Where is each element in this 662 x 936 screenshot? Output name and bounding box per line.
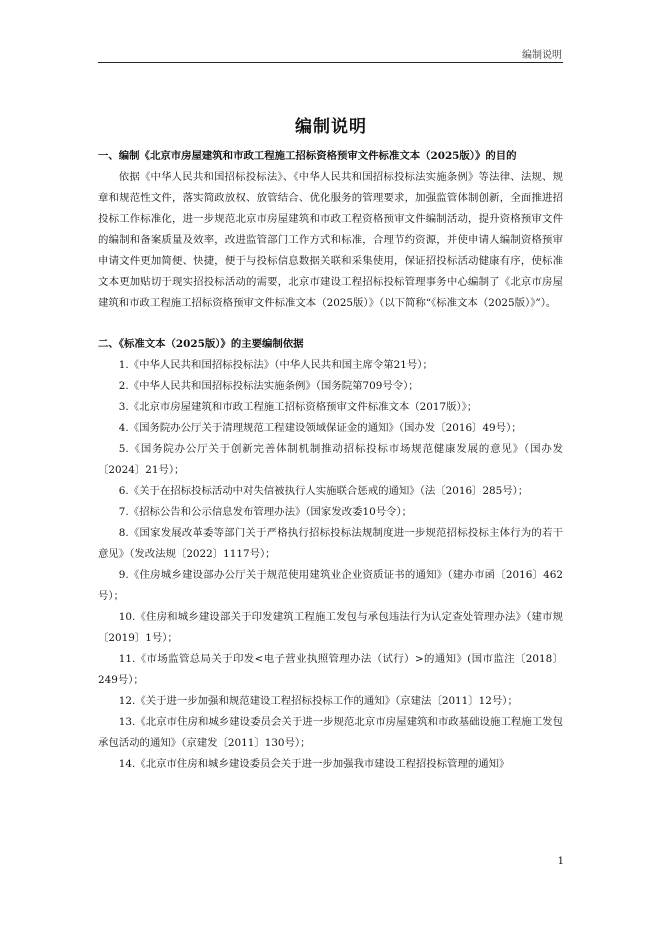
list-item: 14.《北京市住房和城乡建设委员会关于进一步加强我市建设工程招投标管理的通知》: [118, 758, 510, 770]
list-item: 4.《国务院办公厅关于清理规范工程建设领域保证金的通知》（国办发〔2016〕49号）；: [118, 422, 522, 434]
document-body: [98, 146, 563, 775]
list-item: 13.《北京市住房和城乡建设委员会关于进一步规范北京市房屋建筑和市政基础设施工程施工发包承包活动的通知》（京建发〔2011〕130号）；: [98, 716, 563, 749]
list-item: 11.《市场监管总局关于印发<电子营业执照管理办法（试行）>的通知》(国市监注〔2018〕249号）；: [98, 653, 563, 686]
list-item: 1.《中华人民共和国招标投标法》（中华人民共和国主席令第21号）；: [118, 359, 433, 371]
section-spacer: [98, 314, 563, 334]
list-item: 2.《中华人民共和国招标投标法实施条例》（国务院第709号令）；: [118, 380, 419, 392]
section-1-paragraph: 依据《中华人民共和国招标投标法》、《中华人民共和国招标投标法实施条例》等法律、法规、规章和规范性文件，落实简政放权、放管结合、优化服务的管理要求，加强监管体制创新，全面推进招投标工作标准化，进一步规范北京市房屋建筑和市政工程资格预审文件编制活动，提升资格预审文件的编制和备案质量及效率，改进监管部门工作方式和标准，合理节约资源，并使申请人编制资格预审申请文件更加简便、快捷，便于与投标信息数据关联和采集使用，保证招投标活动健康有序，使标准文本更加贴切于现实招投标活动的需要，北京市建设工程招标投标管理事务中心编制了《北京市房屋建筑和市政工程施工招标资格预审文件标准文本（2025版）》（以下简称“《标准文本（2025版）》”）。: [98, 171, 563, 309]
list-item: 10.《住房和城乡建设部关于印发建筑工程施工发包与承包违法行为认定查处管理办法》（建市规〔2019〕1号）；: [98, 611, 563, 644]
running-header: 编制说明: [522, 50, 562, 61]
list-item: 6.《关于在招标投标活动中对失信被执行人实施联合惩戒的通知》（法〔2016〕285号）；: [118, 485, 529, 497]
section-2-heading: 二、《标准文本（2025版）》的主要编制依据: [98, 338, 304, 350]
list-item: 9.《住房城乡建设部办公厅关于规范使用建筑业企业资质证书的通知》（建办市函〔2016〕462号）；: [98, 569, 563, 602]
list-item: 12.《关于进一步加强和规范建设工程招标投标工作的通知》（京建法〔2011〕12号）；: [118, 695, 518, 707]
header-divider: [98, 62, 563, 63]
list-item: 3.《北京市房屋建筑和市政工程施工招标资格预审文件标准文本（2017版）》；: [118, 401, 478, 413]
list-item: 8.《国家发展改革委等部门关于严格执行招标投标法规制度进一步规范招标投标主体行为的若干意见》（发改法规〔2022〕1117号）；: [98, 527, 563, 560]
section-1-heading: 一、编制《北京市房屋建筑和市政工程施工招标资格预审文件标准文本（2025版）》的目的: [98, 150, 517, 162]
list-item: 5.《国务院办公厅关于创新完善体制机制推动招标投标市场规范健康发展的意见》（国办发〔2024〕21号）；: [98, 443, 563, 476]
list-item: 7.《招标公告和公示信息发布管理办法》（国家发改委10号令）；: [118, 506, 413, 518]
page-number: 1: [557, 856, 564, 867]
page-title: 编制说明: [295, 117, 367, 137]
